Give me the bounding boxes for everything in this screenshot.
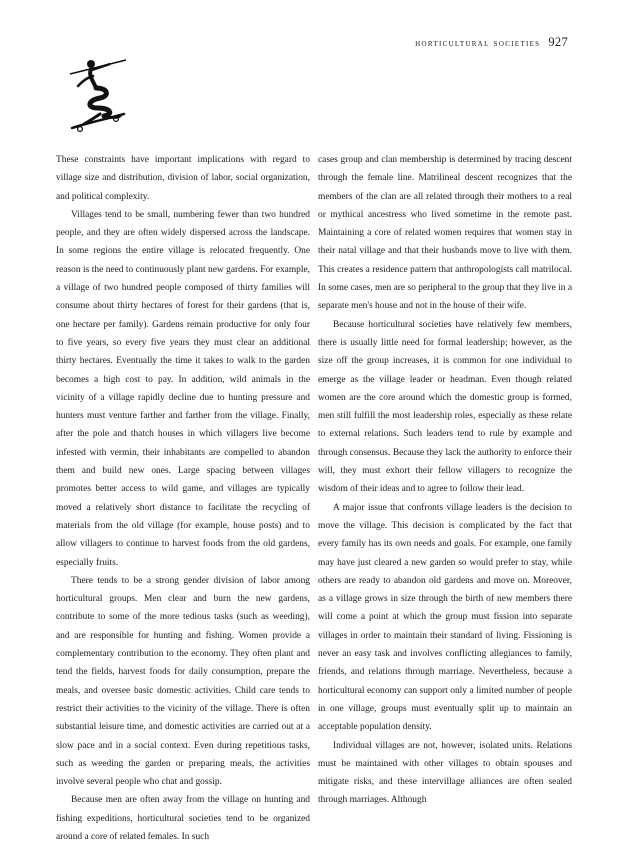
paragraph: Because horticultural societies have relatively few members, there is usually little need for formal leadership; however, as the size off the group increases, it is common for one individual to emerge as the village leader or headman. Even though related women are the core around which the domestic group is formed, men still fulfill the most leadership roles, especially as these relate to external relations. Such leaders tend to rule by example and through consensus. Because they lack the authority to enforce their will, they must exhort their fellow villagers to recognize the wisdom of their ideas and to agree to follow their lead. — [318, 319, 572, 495]
paragraph: These constraints have important implications with regard to village size and distribution, division of labor, social organization, and political complexity. — [56, 155, 310, 202]
dancing-figure-on-skateboard-icon — [64, 52, 134, 134]
right-column — [318, 151, 572, 810]
running-head — [415, 35, 568, 49]
paragraph: Individual villages are not, however, isolated units. Relations must be maintained with other villages to obtain spouses and mitigate risks, and these intervillage alliances are often sealed through marriages. Although — [318, 740, 572, 806]
left-column — [56, 151, 310, 846]
paragraph: A major issue that confronts village leaders is the decision to move the village. This decision is complicated by the fact that every family has its own needs and goals. For example, one family may have just cleared a new garden so would prefer to stay, while others are ready to abandon old gardens and move on. Moreover, as a village grows in size through the birth of new members there will come a point at which the group must fission into separate villages in order to maintain their standard of living. Fissioning is never an easy task and involves conflicting allegiances to family, friends, and relations through marriage. Nevertheless, because a horticultural economy can support only a limited number of people in one village, groups must eventually split up to maintain an acceptable population density. — [318, 502, 572, 733]
paragraph: Villages tend to be small, numbering fewer than two hundred people, and they are often widely dispersed across the landscape. In some regions the entire village is relocated frequently. One reason is the need to continuously plant new gardens. For example, a village of two hundred people composed of thirty families will consume about thirty hectares of forest for their gardens (that is, one hectare per family). Gardens remain productive for only four to five years, so every five years they must clear an additional thirty hectares. Eventually the time it takes to walk to the garden becomes a high cost to pay. In addition, wild animals in the vicinity of a village rapidly decline due to hunting pressure and hunters must venture farther and farther from the village. Finally, after the pole and thatch houses in which villagers live become infested with vermin, their inhabitants are compelled to abandon them and build new ones. Large spacing between villages promotes better access to wild game, and villages are typically moved a relatively short distance to facilitate the recycling of materials from the old village (for example, house posts) and to allow villagers to continue to harvest foods from the old gardens, especially fruits. — [56, 209, 310, 568]
paragraph: cases group and clan membership is determined by tracing descent through the female line. Matrilineal descent recognizes that the members of the clan are all related through their mothers to a real or mythical ancestress who lived sometime in the remote past. Maintaining a core of related women requires that women stay in their natal village and that their husbands move to live with them. This creates a residence pattern that anthropologists call matrilocal. In some cases, men are so peripheral to the group that they live in a separate men's house and not in the house of their wife. — [318, 155, 572, 312]
paragraph: There tends to be a strong gender division of labor among horticultural groups. Men clear and burn the new gardens, contribute to some of the more tedious tasks (such as weeding), and are responsible for hunting and fishing. Women provide a complementary contribution to the economy. They often plant and tend the fields, harvest foods for daily consumption, prepare the meals, and oversee basic domestic activities. Child care tends to restrict their activities to the vicinity of the village. There is often substantial leisure time, and domestic activities are carried out at a slow pace and in a social context. Even during repetitious tasks, such as weeding the garden or preparing meals, the activities involve several people who chat and gossip. — [56, 575, 310, 788]
paragraph: Because men are often away from the village on hunting and fishing expeditions, horticultural societies tend to be organized around a core of related females. In such — [56, 795, 310, 842]
page-number: 927 — [548, 35, 568, 49]
running-title: horticultural societies — [415, 38, 541, 49]
